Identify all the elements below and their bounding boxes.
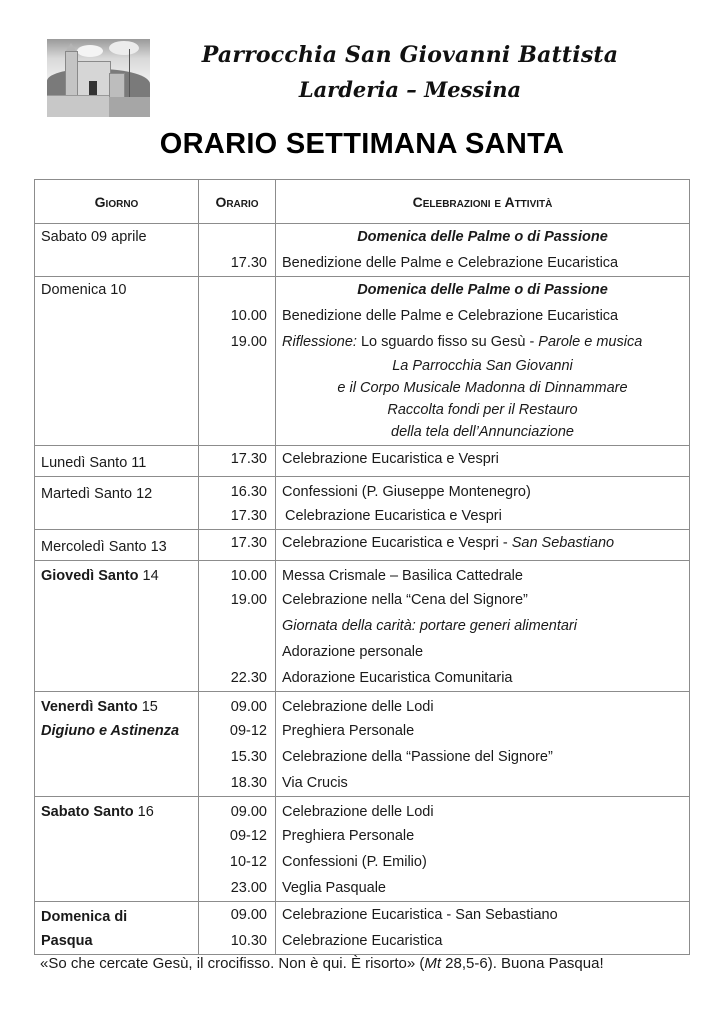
activity-text: Celebrazione delle Lodi	[282, 699, 434, 715]
activity-text: Veglia Pasquale	[282, 880, 386, 896]
time-value: 09.00	[230, 804, 267, 820]
activity-text: Celebrazione Eucaristica e Vespri	[282, 451, 499, 467]
activity-text: Adorazione Eucaristica Comunitaria	[282, 670, 513, 686]
time-value: 10.30	[230, 933, 267, 949]
time-value: 10.00	[230, 568, 267, 584]
day-cell	[35, 692, 199, 797]
activity-main: Lo sguardo fisso su Gesù -	[356, 334, 539, 350]
time-cell	[199, 561, 276, 692]
day-label-number: 15	[137, 699, 158, 715]
day-label: Sabato 09 aprile	[41, 229, 147, 245]
page-title: ORARIO SETTIMANA SANTA	[159, 128, 565, 160]
time-cell	[199, 530, 276, 561]
day-label	[35, 561, 198, 587]
photo-wall	[47, 95, 109, 117]
day-subtitle: Digiuno e Astinenza	[41, 723, 180, 739]
time-cell	[199, 277, 276, 446]
activity-prefix: Riflessione:	[282, 334, 357, 350]
time-value: 09.00	[230, 699, 267, 715]
activity-text: Preghiera Personale	[282, 723, 415, 739]
parish-name: Parrocchia San Giovanni Battista	[201, 42, 619, 68]
day-label: Pasqua	[41, 933, 93, 949]
time-cell	[199, 692, 276, 797]
activity-note: della tela dell’Annunciazione	[391, 424, 574, 440]
photo-pole	[129, 49, 130, 97]
church-photo	[47, 39, 150, 117]
activity-text: Adorazione personale	[282, 644, 424, 660]
photo-cloud	[109, 41, 139, 55]
activity-text	[276, 530, 689, 560]
time-value: 17.30	[230, 535, 267, 551]
activity-text: Celebrazione Eucaristica	[282, 933, 443, 949]
day-label-bold: Sabato Santo	[41, 804, 134, 820]
quote-text: «So che cercate Gesù, il crocifisso. Non è qui. È risorto» (	[40, 955, 425, 972]
footer-quote	[40, 955, 700, 972]
activity-text: Preghiera Personale	[282, 828, 415, 844]
activity-cell	[276, 446, 690, 477]
time-value: 10-12	[229, 854, 267, 870]
activity-cell	[276, 224, 690, 277]
parish-location: Larderia – Messina	[298, 77, 522, 102]
day-label: Domenica 10	[41, 282, 127, 298]
time-cell	[199, 902, 276, 955]
activity-main: Celebrazione Eucaristica e Vespri -	[282, 535, 512, 551]
day-cell	[35, 477, 199, 530]
activity-cell	[276, 692, 690, 797]
activity-note: e il Corpo Musicale Madonna di Dinnammare	[337, 380, 628, 396]
activity-cell	[276, 530, 690, 561]
time-value: 17.30	[230, 451, 267, 467]
table-row	[35, 561, 690, 692]
time-value: 22.30	[230, 670, 267, 686]
day-label	[35, 797, 198, 823]
activity-cell	[276, 477, 690, 530]
quote-reference-rest: 28,5-6). Buona Pasqua!	[441, 955, 604, 972]
time-spacer	[199, 277, 275, 303]
day-label-bold: Giovedì Santo	[41, 568, 139, 584]
day-cell	[35, 224, 199, 277]
activity-text: Celebrazione nella “Cena del Signore”	[282, 592, 528, 608]
time-value: 09-12	[229, 723, 267, 739]
time-value: 09-12	[229, 828, 267, 844]
table-row	[35, 446, 690, 477]
time-value	[199, 639, 275, 665]
time-spacer	[199, 224, 275, 250]
table-row	[35, 277, 690, 446]
activity-text: Celebrazione della “Passione del Signore”	[282, 749, 553, 765]
activity-suffix: San Sebastiano	[511, 535, 615, 551]
time-value: 10.00	[230, 308, 267, 324]
time-value: 09.00	[230, 907, 267, 923]
day-label-bold: Venerdì Santo	[41, 699, 138, 715]
day-cell	[35, 530, 199, 561]
day-cell	[35, 797, 199, 902]
table-row	[35, 224, 690, 277]
activity-text: Celebrazione delle Lodi	[282, 804, 434, 820]
activity-text: Confessioni (P. Emilio)	[282, 854, 427, 870]
column-header-activities: Celebrazioni e Attività	[276, 180, 690, 224]
column-header-day: Giorno	[35, 180, 199, 224]
day-cell	[35, 561, 199, 692]
activity-text: Giornata della carità: portare generi alimentari	[282, 618, 577, 634]
activity-text: Benedizione delle Palme e Celebrazione Eucaristica	[282, 308, 619, 324]
activity-cell	[276, 902, 690, 955]
activity-cell	[276, 277, 690, 446]
activity-note: La Parrocchia San Giovanni	[392, 358, 573, 374]
photo-church-wing	[109, 73, 125, 99]
day-cell	[35, 446, 199, 477]
schedule-table	[34, 179, 690, 955]
table-header-row	[35, 180, 690, 224]
activity-cell	[276, 561, 690, 692]
day-label: Lunedì Santo 11	[41, 455, 147, 471]
day-heading: Domenica delle Palme o di Passione	[357, 282, 608, 298]
day-label: Domenica di	[41, 909, 128, 925]
table-row	[35, 692, 690, 797]
time-value: 17.30	[230, 508, 267, 524]
activity-suffix: Parole e musica	[538, 334, 643, 350]
activity-text: Messa Crismale – Basilica Cattedrale	[282, 568, 523, 584]
day-label-number: 16	[133, 804, 154, 820]
day-cell	[35, 277, 199, 446]
time-value: 23.00	[230, 880, 267, 896]
day-label	[35, 692, 198, 718]
time-value: 19.00	[230, 334, 267, 350]
day-label-number: 14	[138, 568, 159, 584]
day-label: Mercoledì Santo 13	[41, 539, 167, 555]
time-value	[199, 613, 275, 639]
time-value: 18.30	[230, 775, 267, 791]
activity-note: Raccolta fondi per il Restauro	[387, 402, 578, 418]
time-cell	[199, 446, 276, 477]
table-row	[35, 530, 690, 561]
time-value: 16.30	[230, 484, 267, 500]
photo-road	[109, 97, 150, 117]
photo-cloud	[77, 45, 103, 57]
day-label: Martedì Santo 12	[41, 486, 153, 502]
activity-text	[276, 329, 689, 355]
quote-reference-book: Mt	[424, 955, 442, 972]
time-cell	[199, 797, 276, 902]
day-cell	[35, 902, 199, 955]
activity-text: Benedizione delle Palme e Celebrazione Eucaristica	[282, 255, 619, 271]
time-value: 19.00	[230, 592, 267, 608]
activity-text: Via Crucis	[282, 775, 348, 791]
table-row	[35, 477, 690, 530]
table-row	[35, 902, 690, 955]
activity-text: Confessioni (P. Giuseppe Montenegro)	[282, 484, 531, 500]
activity-text: Celebrazione Eucaristica - San Sebastiano	[282, 907, 558, 923]
activity-text: Celebrazione Eucaristica e Vespri	[285, 508, 502, 524]
time-value: 15.30	[230, 749, 267, 765]
column-header-time: Orario	[199, 180, 276, 224]
activity-cell	[276, 797, 690, 902]
table-row	[35, 797, 690, 902]
time-value: 17.30	[230, 255, 267, 271]
day-heading: Domenica delle Palme o di Passione	[357, 229, 608, 245]
time-cell	[199, 224, 276, 277]
time-cell	[199, 477, 276, 530]
